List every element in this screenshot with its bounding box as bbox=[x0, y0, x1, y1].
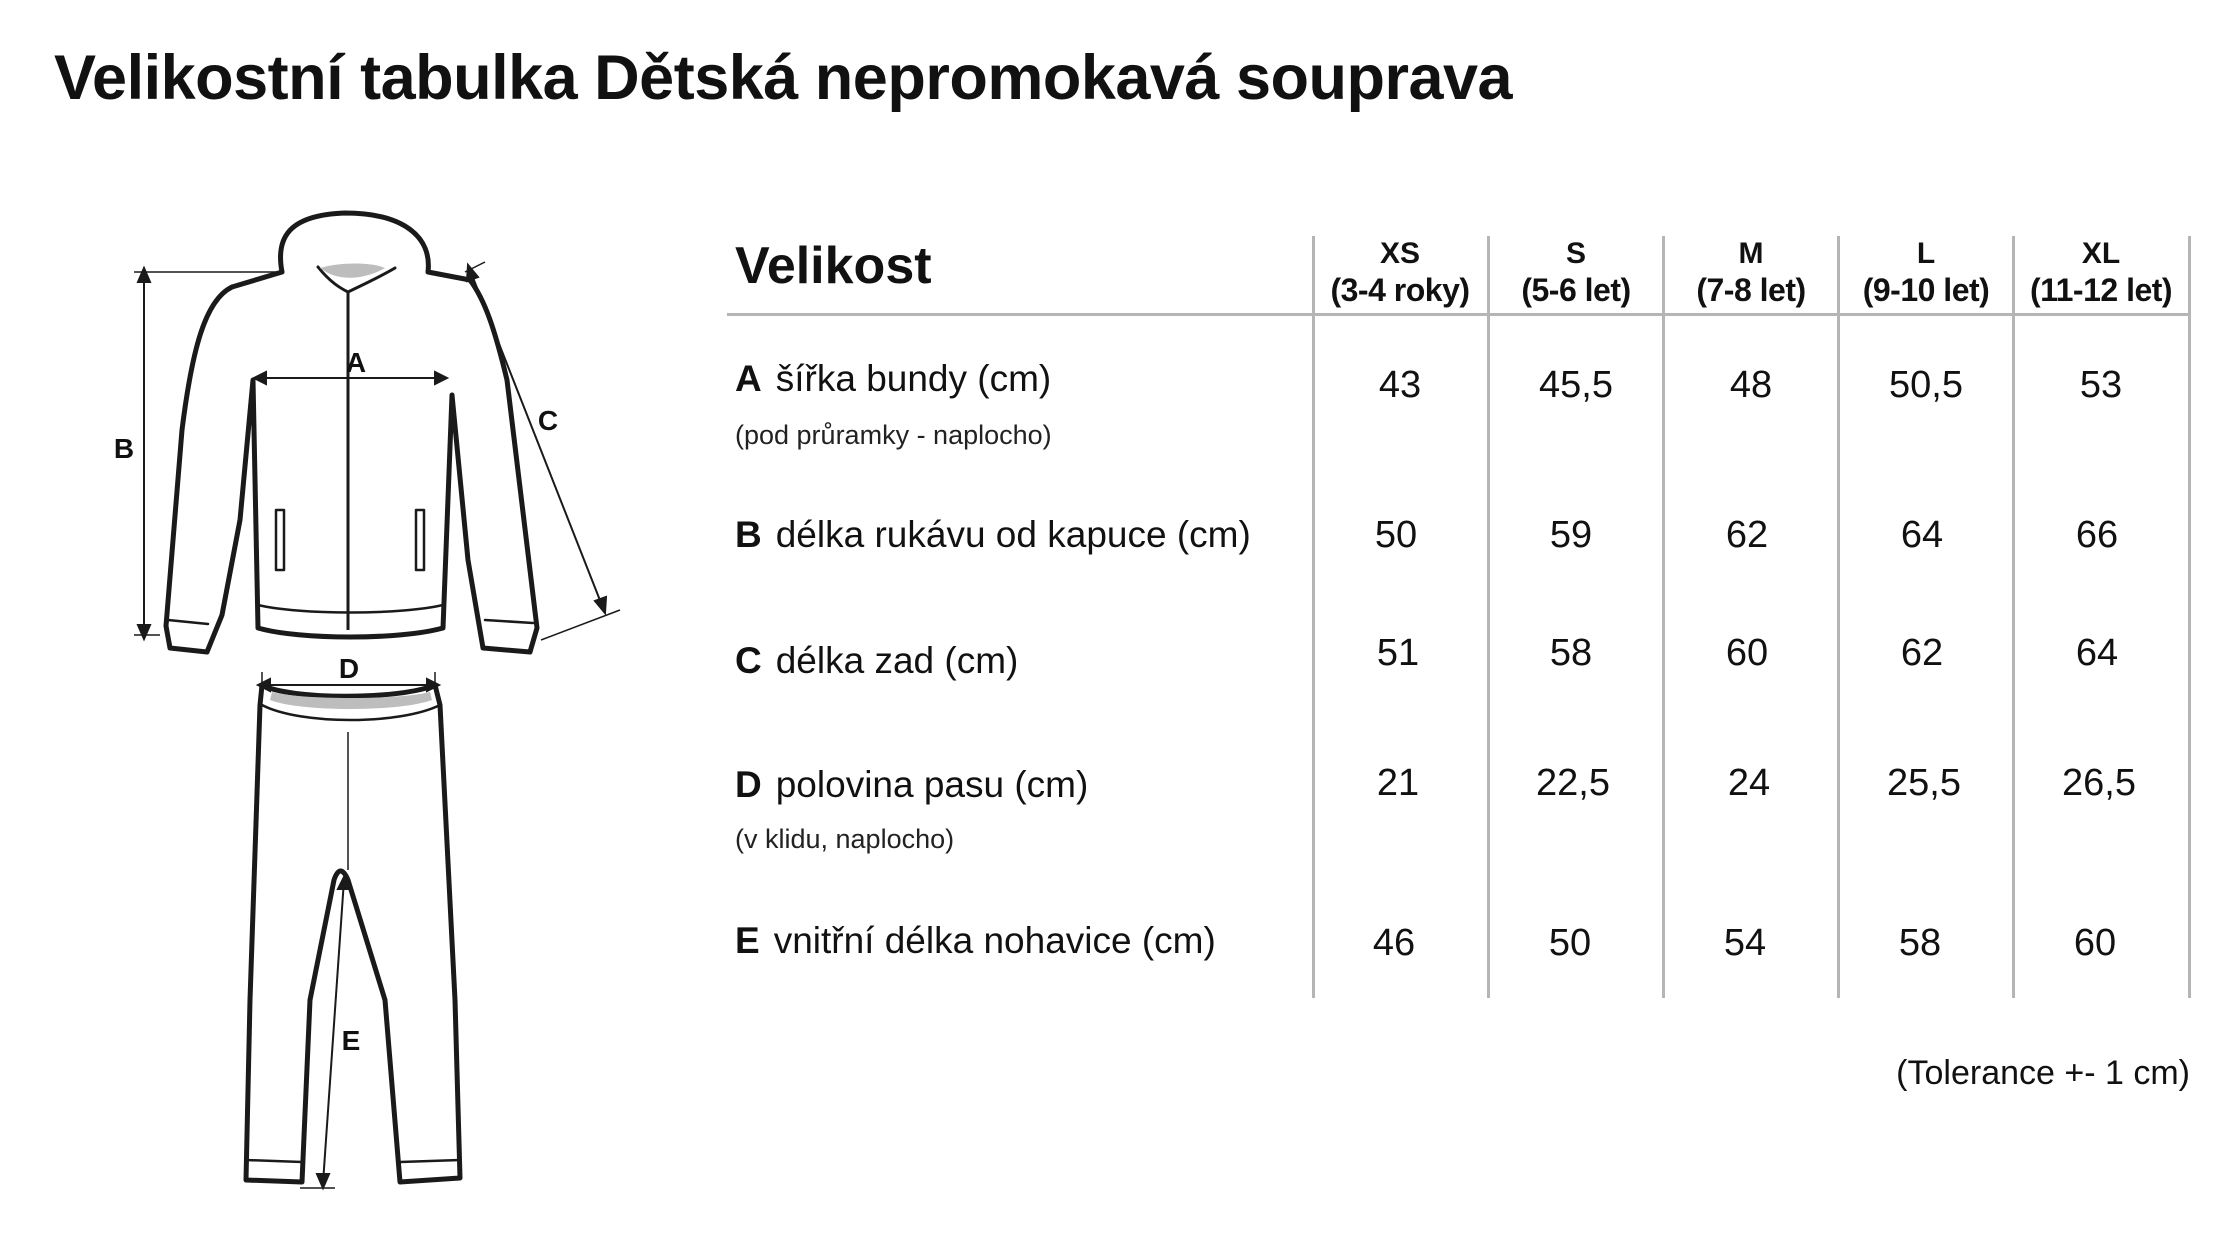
table-cell: 48 bbox=[1729, 364, 1773, 406]
table-cell: 22,5 bbox=[1536, 762, 1610, 804]
table-cell: 54 bbox=[1723, 922, 1767, 964]
column-age: (5-6 let) bbox=[1521, 272, 1631, 308]
table-cell: 21 bbox=[1376, 762, 1420, 804]
garment-diagram bbox=[0, 0, 700, 1253]
column-divider bbox=[2188, 236, 2191, 998]
header-divider bbox=[727, 313, 2191, 316]
column-size: M bbox=[1738, 237, 1764, 270]
table-cell: 58 bbox=[1549, 632, 1593, 674]
column-divider bbox=[2012, 236, 2015, 998]
column-header-l bbox=[1839, 236, 2013, 308]
table-cell: 60 bbox=[1725, 632, 1769, 674]
table-cell: 50 bbox=[1374, 514, 1418, 556]
label-c: C bbox=[537, 405, 559, 436]
row-text: délka rukávu od kapuce (cm) bbox=[775, 514, 1251, 555]
label-b: B bbox=[113, 433, 135, 464]
row-label-c bbox=[735, 640, 1018, 682]
row-text: vnitřní délka nohavice (cm) bbox=[773, 920, 1216, 961]
column-size: L bbox=[1916, 237, 1936, 270]
column-size: XS bbox=[1379, 237, 1421, 270]
table-cell: 26,5 bbox=[2062, 762, 2136, 804]
table-cell: 53 bbox=[2079, 364, 2123, 406]
table-cell: 51 bbox=[1376, 632, 1420, 674]
pants-outline bbox=[246, 685, 460, 1182]
table-cell: 62 bbox=[1725, 514, 1769, 556]
row-key: A bbox=[735, 358, 762, 399]
column-header-m bbox=[1664, 236, 1838, 308]
table-header-label: Velikost bbox=[735, 237, 932, 295]
table-cell: 25,5 bbox=[1887, 762, 1961, 804]
column-header-xs bbox=[1313, 236, 1487, 308]
table-cell: 64 bbox=[1900, 514, 1944, 556]
column-header-xl bbox=[2014, 236, 2188, 308]
row-text: délka zad (cm) bbox=[775, 640, 1019, 681]
row-note-a: (pod průramky - naplocho) bbox=[735, 420, 1052, 450]
row-label-e bbox=[735, 920, 1216, 962]
row-label-b bbox=[735, 514, 1251, 556]
column-size: S bbox=[1565, 237, 1586, 270]
column-header-s bbox=[1489, 236, 1663, 308]
row-label-d bbox=[735, 764, 1088, 806]
row-text: polovina pasu (cm) bbox=[775, 764, 1089, 805]
table-cell: 24 bbox=[1727, 762, 1771, 804]
column-divider bbox=[1312, 236, 1315, 998]
label-d: D bbox=[338, 653, 360, 684]
column-age: (11-12 let) bbox=[2029, 272, 2173, 308]
table-cell: 58 bbox=[1898, 922, 1942, 964]
row-note-d: (v klidu, naplocho) bbox=[735, 824, 955, 854]
column-age: (9-10 let) bbox=[1862, 272, 1990, 308]
row-key: E bbox=[735, 920, 760, 961]
label-a: A bbox=[345, 347, 367, 378]
row-key: C bbox=[735, 640, 762, 681]
row-label-a bbox=[735, 358, 1051, 400]
column-divider bbox=[1487, 236, 1490, 998]
table-cell: 43 bbox=[1378, 364, 1422, 406]
table-cell: 45,5 bbox=[1539, 364, 1613, 406]
table-cell: 66 bbox=[2075, 514, 2119, 556]
jacket-outline bbox=[166, 280, 537, 652]
table-cell: 46 bbox=[1372, 922, 1416, 964]
table-cell: 59 bbox=[1549, 514, 1593, 556]
table-cell: 62 bbox=[1900, 632, 1944, 674]
measure-c-line bbox=[470, 270, 603, 608]
column-age: (3-4 roky) bbox=[1330, 272, 1470, 308]
row-key: B bbox=[735, 514, 762, 555]
row-text: šířka bundy (cm) bbox=[775, 358, 1052, 399]
column-divider bbox=[1662, 236, 1665, 998]
column-divider bbox=[1837, 236, 1840, 998]
table-cell: 60 bbox=[2073, 922, 2117, 964]
page-title: Velikostní tabulka Dětská nepromokavá souprava bbox=[54, 43, 1513, 113]
column-age: (7-8 let) bbox=[1696, 272, 1806, 308]
table-cell: 64 bbox=[2075, 632, 2119, 674]
row-key: D bbox=[735, 764, 762, 805]
label-e: E bbox=[341, 1025, 361, 1056]
table-cell: 50 bbox=[1548, 922, 1592, 964]
tolerance-note: (Tolerance +- 1 cm) bbox=[1896, 1054, 2190, 1092]
column-size: XL bbox=[2081, 237, 2121, 270]
table-cell: 50,5 bbox=[1889, 364, 1963, 406]
